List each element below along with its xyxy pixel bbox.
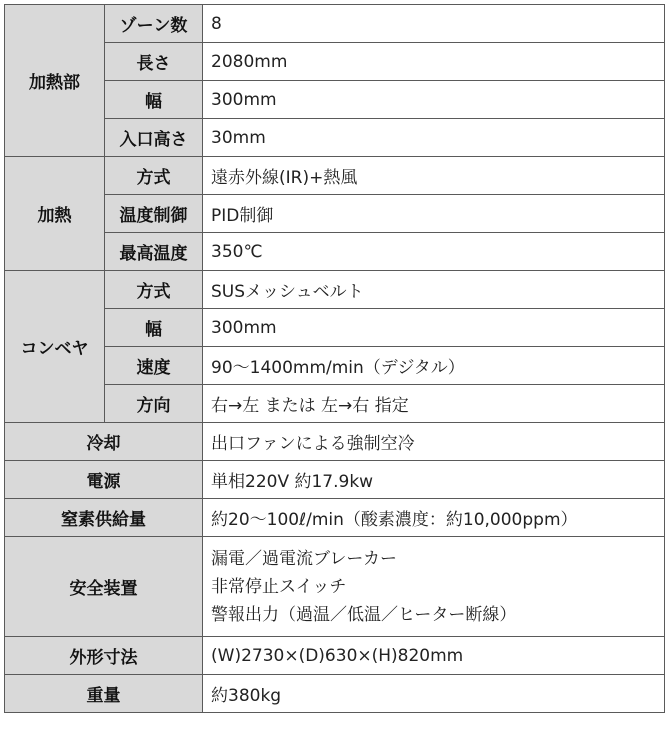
row-value-safety: [203, 537, 665, 637]
row-label-nitrogen: 窒素供給量: [5, 499, 203, 537]
spec-table-container: [4, 4, 665, 713]
row-label-conveyor-width: 幅: [105, 309, 203, 347]
safety-item: 非常停止スイッチ: [211, 576, 347, 597]
table-row: [5, 157, 665, 195]
row-label-dimensions: 外形寸法: [5, 637, 203, 675]
row-label-inlet-height: 入口高さ: [105, 119, 203, 157]
row-value-power: 単相220V 約17.9kw: [203, 461, 665, 499]
row-value-weight: 約380kg: [203, 675, 665, 713]
row-label-conveyor-speed: 速度: [105, 347, 203, 385]
table-row: [5, 423, 665, 461]
row-value-max-temp: 350℃: [203, 233, 665, 271]
row-label-length: 長さ: [105, 43, 203, 81]
row-label-temp-control: 温度制御: [105, 195, 203, 233]
table-row: [5, 675, 665, 713]
spec-table: [4, 4, 665, 713]
row-value-nitrogen: 約20～100ℓ/min（酸素濃度：約10,000ppm）: [203, 499, 665, 537]
table-row: [5, 537, 665, 637]
row-value-conveyor-speed: 90～1400mm/min（デジタル）: [203, 347, 665, 385]
group-label-heating: 加熱: [5, 157, 105, 271]
group-label-conveyor: コンベヤ: [5, 271, 105, 423]
row-value-length: 2080mm: [203, 43, 665, 81]
safety-item: 漏電／過電流ブレーカー: [211, 548, 397, 569]
row-label-cooling: 冷却: [5, 423, 203, 461]
row-label-zones: ゾーン数: [105, 5, 203, 43]
row-label-power: 電源: [5, 461, 203, 499]
table-row: [5, 5, 665, 43]
row-value-inlet-height: 30mm: [203, 119, 665, 157]
row-label-width: 幅: [105, 81, 203, 119]
table-row: [5, 637, 665, 675]
row-label-conveyor-method: 方式: [105, 271, 203, 309]
row-value-conveyor-direction: 右→左 または 左→右 指定: [203, 385, 665, 423]
row-label-safety: 安全装置: [5, 537, 203, 637]
row-value-heating-method: 遠赤外線(IR)+熱風: [203, 157, 665, 195]
row-value-cooling: 出口ファンによる強制空冷: [203, 423, 665, 461]
group-label-heating-section: 加熱部: [5, 5, 105, 157]
row-value-width: 300mm: [203, 81, 665, 119]
table-row: [5, 271, 665, 309]
row-label-weight: 重量: [5, 675, 203, 713]
row-value-conveyor-width: 300mm: [203, 309, 665, 347]
row-label-conveyor-direction: 方向: [105, 385, 203, 423]
safety-item: 警報出力（過温／低温／ヒーター断線）: [211, 604, 517, 625]
row-value-dimensions: (W)2730×(D)630×(H)820mm: [203, 637, 665, 675]
row-label-heating-method: 方式: [105, 157, 203, 195]
row-label-max-temp: 最高温度: [105, 233, 203, 271]
table-row: [5, 461, 665, 499]
row-value-temp-control: PID制御: [203, 195, 665, 233]
row-value-zones: 8: [203, 5, 665, 43]
table-row: [5, 499, 665, 537]
row-value-conveyor-method: SUSメッシュベルト: [203, 271, 665, 309]
